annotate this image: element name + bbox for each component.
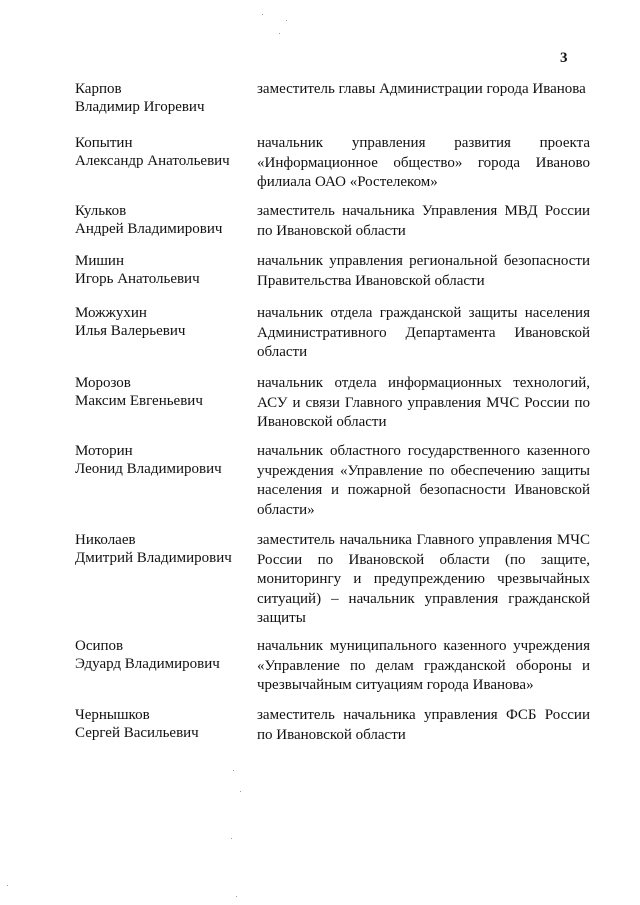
member-name bbox=[75, 202, 245, 238]
member-given-names: Александр Анатольевич bbox=[75, 153, 230, 169]
member-surname: Кульков bbox=[75, 203, 127, 219]
member-position: начальник областного государственного казенного учреждения «Управление по обеспечению защиты населения и пожарной безопасности Ивановской области» bbox=[257, 443, 590, 518]
member-surname: Можжухин bbox=[75, 305, 147, 321]
member-position: начальник управления региональной безопасности Правительства Ивановской области bbox=[257, 253, 590, 289]
member-given-names: Игорь Анатольевич bbox=[75, 271, 200, 287]
member-name bbox=[75, 304, 245, 340]
member-position: начальник управления развития проекта «Информационное общество» города Иваново филиала ОАО «Ростелеком» bbox=[257, 135, 590, 190]
member-name bbox=[75, 637, 245, 673]
member-position: начальник отдела информационных технологий, АСУ и связи Главного управления МЧС России по Ивановской области bbox=[257, 375, 590, 430]
member-position: заместитель начальника Управления МВД России по Ивановской области bbox=[257, 203, 590, 239]
member-name bbox=[75, 374, 245, 410]
member-surname: Моторин bbox=[75, 443, 133, 459]
member-surname: Морозов bbox=[75, 375, 131, 391]
scan-speck bbox=[231, 838, 232, 839]
member-position: заместитель главы Администрации города Иванова bbox=[257, 81, 586, 97]
member-given-names: Дмитрий Владимирович bbox=[75, 550, 232, 566]
scan-speck bbox=[286, 20, 287, 21]
member-given-names: Сергей Васильевич bbox=[75, 725, 199, 741]
scan-speck bbox=[240, 791, 241, 792]
member-name bbox=[75, 252, 245, 288]
member-surname: Мишин bbox=[75, 253, 124, 269]
member-surname: Чернышков bbox=[75, 707, 150, 723]
member-position: начальник отдела гражданской защиты населения Административного Департамента Ивановской области bbox=[257, 305, 590, 360]
member-surname: Николаев bbox=[75, 532, 136, 548]
scan-speck bbox=[262, 14, 263, 15]
member-name bbox=[75, 706, 245, 742]
member-given-names: Леонид Владимирович bbox=[75, 461, 222, 477]
member-surname: Осипов bbox=[75, 638, 124, 654]
scan-speck bbox=[236, 896, 237, 897]
member-given-names: Владимир Игоревич bbox=[75, 99, 205, 115]
member-name bbox=[75, 442, 245, 478]
member-given-names: Эдуард Владимирович bbox=[75, 656, 220, 672]
member-given-names: Илья Валерьевич bbox=[75, 323, 186, 339]
scan-speck bbox=[279, 33, 280, 34]
member-surname: Копытин bbox=[75, 135, 133, 151]
member-surname: Карпов bbox=[75, 81, 122, 97]
member-name bbox=[75, 80, 245, 116]
page-number: 3 bbox=[560, 50, 568, 66]
member-name bbox=[75, 531, 245, 567]
member-name bbox=[75, 134, 245, 170]
member-given-names: Андрей Владимирович bbox=[75, 221, 223, 237]
scan-speck bbox=[7, 885, 8, 886]
member-position: заместитель начальника Главного управления МЧС России по Ивановской области (по защите, мониторингу и предупреждению чрезвычайных ситуаций) – начальник управления гражданской защиты bbox=[257, 532, 590, 626]
scan-speck bbox=[233, 770, 234, 771]
member-position: начальник муниципального казенного учреждения «Управление по делам гражданской обороны и чрезвычайным ситуациям города Иванова» bbox=[257, 638, 590, 693]
member-position: заместитель начальника управления ФСБ России по Ивановской области bbox=[257, 707, 590, 743]
member-given-names: Максим Евгеньевич bbox=[75, 393, 203, 409]
